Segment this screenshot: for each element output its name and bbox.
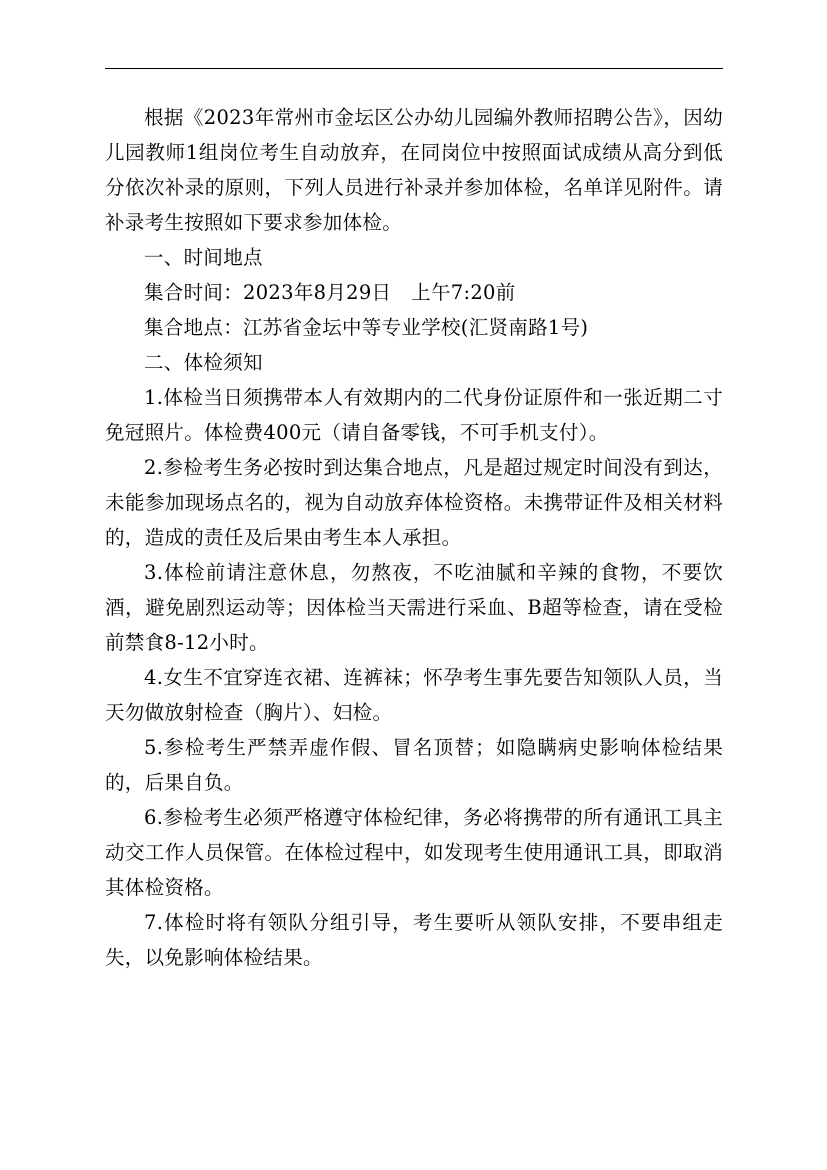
notice-item: 5.参检考生严禁弄虚作假、冒名顶替；如隐瞒病史影响体检结果的，后果自负。 — [105, 736, 723, 794]
notice-item: 3.体检前请注意休息，勿熬夜，不吃油腻和辛辣的食物，不要饮酒，避免剧烈运动等；因体检当天需进行采血、B超等检查，请在受检前禁食8-12小时。 — [105, 561, 723, 654]
section-heading-exam-notice: 二、体检须知 — [144, 351, 263, 374]
notice-item: 7.体检时将有领队分组引导，考生要听从领队安排，不要串组走失，以免影响体检结果。 — [105, 911, 723, 969]
section-heading-time-place: 一、时间地点 — [144, 246, 263, 269]
notice-item: 6.参检考生必须严格遵守体检纪律，务必将携带的所有通讯工具主动交工作人员保管。在体检过程中，如发现考生使用通讯工具，即取消其体检资格。 — [105, 806, 723, 899]
assembly-place: 集合地点：江苏省金坛中等专业学校(汇贤南路1号) — [144, 316, 589, 339]
intro-paragraph: 根据《2023年常州市金坛区公办幼儿园编外教师招聘公告》，因幼儿园教师1组岗位考生自动放弃，在同岗位中按照面试成绩从高分到低分依次补录的原则，下列人员进行补录并参加体检，名单详见附件。请补录考生按照如下要求参加体检。 — [105, 106, 723, 234]
header-rule — [105, 68, 723, 69]
notice-item: 1.体检当日须携带本人有效期内的二代身份证原件和一张近期二寸免冠照片。体检费400元（请自备零钱，不可手机支付）。 — [105, 386, 723, 444]
assembly-time: 集合时间：2023年8月29日 上午7:20前 — [144, 281, 516, 304]
notice-item: 2.参检考生务必按时到达集合地点，凡是超过规定时间没有到达，未能参加现场点名的，视为自动放弃体检资格。未携带证件及相关材料的，造成的责任及后果由考生本人承担。 — [105, 456, 723, 549]
document-body — [105, 100, 723, 975]
notice-item: 4.女生不宜穿连衣裙、连裤袜；怀孕考生事先要告知领队人员，当天勿做放射检查（胸片）、妇检。 — [105, 666, 723, 724]
